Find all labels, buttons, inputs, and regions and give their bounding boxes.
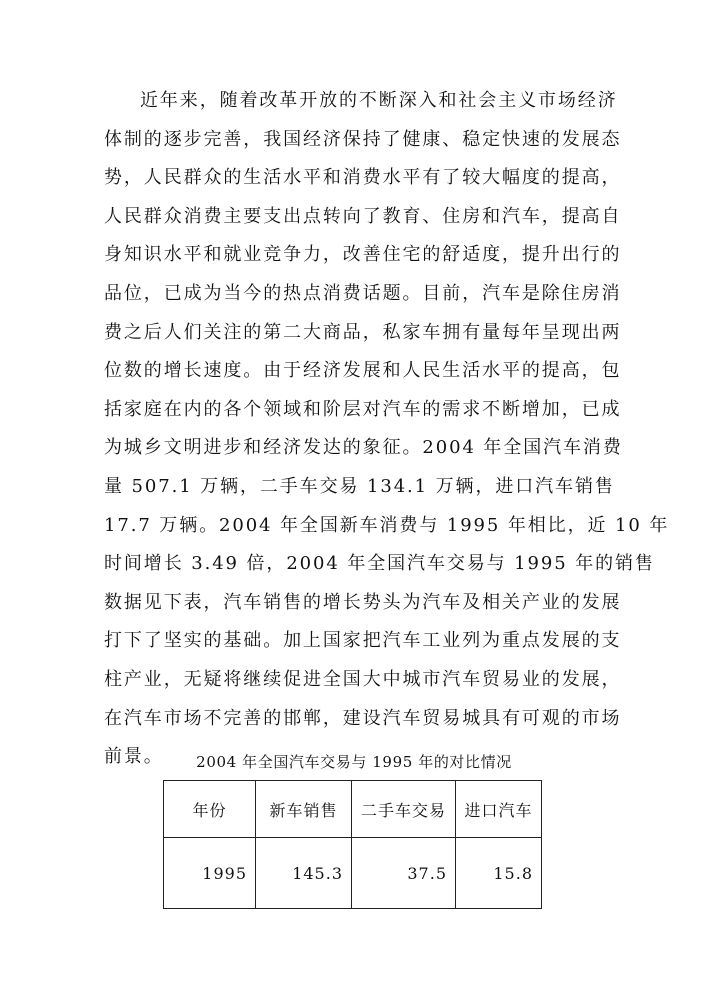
paragraph-line: 为城乡文明进步和经济发达的象征。2004 年全国汽车消费: [104, 437, 623, 459]
paragraph-line: 近年来，随着改革开放的不断深入和社会主义市场经济: [140, 90, 618, 111]
paragraph-line: 在汽车市场不完善的邯郸，建设汽车贸易城具有可观的市场: [104, 707, 622, 729]
table-header-row: [164, 781, 542, 838]
cell-imported-cars: 15.8: [456, 838, 542, 909]
header-used-car-trade: 二手车交易: [352, 781, 456, 838]
paragraph-line: 前景。: [104, 746, 164, 768]
header-year: 年份: [164, 781, 256, 838]
cell-new-car-sales: 145.3: [256, 838, 352, 909]
paragraph-line: 身知识水平和就业竞争力，改善住宅的舒适度，提升出行的: [104, 244, 622, 266]
header-imported-cars: 进口汽车: [456, 781, 542, 838]
comparison-table: [163, 780, 542, 909]
paragraph-line: 位数的增长速度。由于经济发展和人民生活水平的提高，包: [104, 360, 622, 382]
paragraph-line: 势，人民群众的生活水平和消费水平有了较大幅度的提高，: [104, 167, 622, 189]
paragraph-line: 费之后人们关注的第二大商品，私家车拥有量每年呈现出两: [104, 321, 622, 343]
paragraph-line: 数据见下表，汽车销售的增长势头为汽车及相关产业的发展: [104, 591, 622, 613]
table-caption: 2004 年全国汽车交易与 1995 年的对比情况: [196, 753, 512, 771]
cell-used-car-trade: 37.5: [352, 838, 456, 909]
paragraph-line: 人民群众消费主要支出点转向了教育、住房和汽车，提高自: [104, 205, 622, 227]
paragraph-line: 量 507.1 万辆，二手车交易 134.1 万辆，进口汽车销售: [104, 476, 615, 497]
paragraph-line: 体制的逐步完善，我国经济保持了健康、稳定快速的发展态: [104, 128, 622, 150]
header-new-car-sales: 新车销售: [256, 781, 352, 838]
paragraph-line: 括家庭在内的各个领域和阶层对汽车的需求不断增加，已成: [104, 398, 622, 420]
paragraph-line: 17.7 万辆。2004 年全国新车消费与 1995 年相比，近 10 年: [104, 514, 670, 536]
cell-year: 1995: [164, 838, 256, 909]
paragraph-line: 柱产业，无疑将继续促进全国大中城市汽车贸易业的发展，: [104, 669, 622, 690]
paragraph-line: 时间增长 3.49 倍，2004 年全国汽车交易与 1995 年的销售: [104, 553, 655, 575]
paragraph-line: 打下了坚实的基础。加上国家把汽车工业列为重点发展的支: [104, 630, 622, 652]
paragraph-line: 品位，已成为当今的热点消费话题。目前，汽车是除住房消: [104, 283, 622, 304]
table-row: [164, 838, 542, 909]
